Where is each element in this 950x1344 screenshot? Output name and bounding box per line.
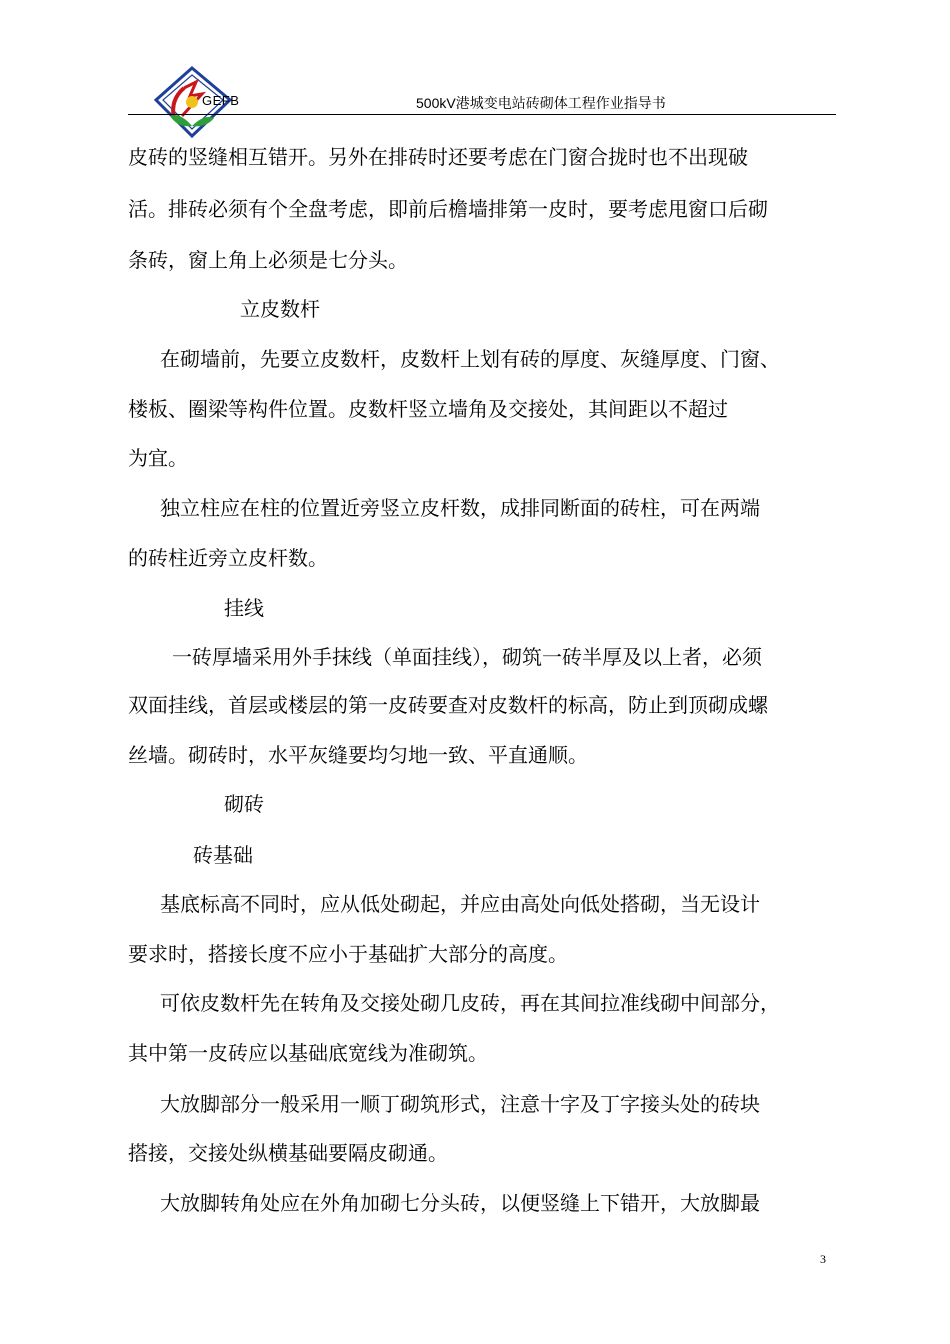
document-title: 500kV港城变电站砖砌体工程作业指导书 [416, 95, 666, 111]
text-line: 大放脚转角处应在外角加砌七分头砖，以便竖缝上下错开，大放脚最 [160, 1191, 760, 1215]
header-divider [128, 114, 836, 115]
section-heading: 挂线 [224, 596, 264, 620]
text-line: 在砌墙前，先要立皮数杆，皮数杆上划有砖的厚度、灰缝厚度、门窗、 [160, 347, 780, 371]
text-line: 活。排砖必须有个全盘考虑，即前后檐墙排第一皮时，要考虑甩窗口后砌 [128, 197, 768, 221]
text-line: 独立柱应在柱的位置近旁竖立皮杆数，成排同断面的砖柱，可在两端 [160, 496, 760, 520]
text-line: 基底标高不同时，应从低处砌起，并应由高处向低处搭砌，当无设计 [160, 892, 760, 916]
text-line: 皮砖的竖缝相互错开。另外在排砖时还要考虑在门窗合拢时也不出现破 [128, 145, 748, 169]
text-line: 的砖柱近旁立皮杆数。 [128, 546, 328, 570]
text-line: 条砖，窗上角上必须是七分头。 [128, 248, 408, 272]
page-header [0, 0, 950, 120]
text-line: 搭接，交接处纵横基础要隔皮砌通。 [128, 1141, 448, 1165]
logo-text: GEFB [202, 93, 240, 108]
text-line: 为宜。 [128, 446, 188, 470]
text-line: 要求时，搭接长度不应小于基础扩大部分的高度。 [128, 942, 568, 966]
text-line: 一砖厚墙采用外手抹线（单面挂线），砌筑一砖半厚及以上者，必须 [172, 645, 762, 669]
section-heading: 立皮数杆 [240, 297, 320, 321]
text-line: 丝墙。砌砖时，水平灰缝要均匀地一致、平直通顺。 [128, 743, 588, 767]
text-line: 可依皮数杆先在转角及交接处砌几皮砖，再在其间拉准线砌中间部分， [160, 991, 780, 1015]
text-line: 楼板、圈梁等构件位置。皮数杆竖立墙角及交接处，其间距以不超过 [128, 397, 728, 421]
section-heading: 砖基础 [193, 843, 253, 867]
text-line: 双面挂线，首层或楼层的第一皮砖要查对皮数杆的标高，防止到顶砌成螺 [128, 693, 768, 717]
text-line: 大放脚部分一般采用一顺丁砌筑形式，注意十字及丁字接头处的砖块 [160, 1092, 760, 1116]
section-heading: 砌砖 [224, 792, 264, 816]
page-number: 3 [820, 1252, 826, 1266]
text-line: 其中第一皮砖应以基础底宽线为准砌筑。 [128, 1041, 488, 1065]
